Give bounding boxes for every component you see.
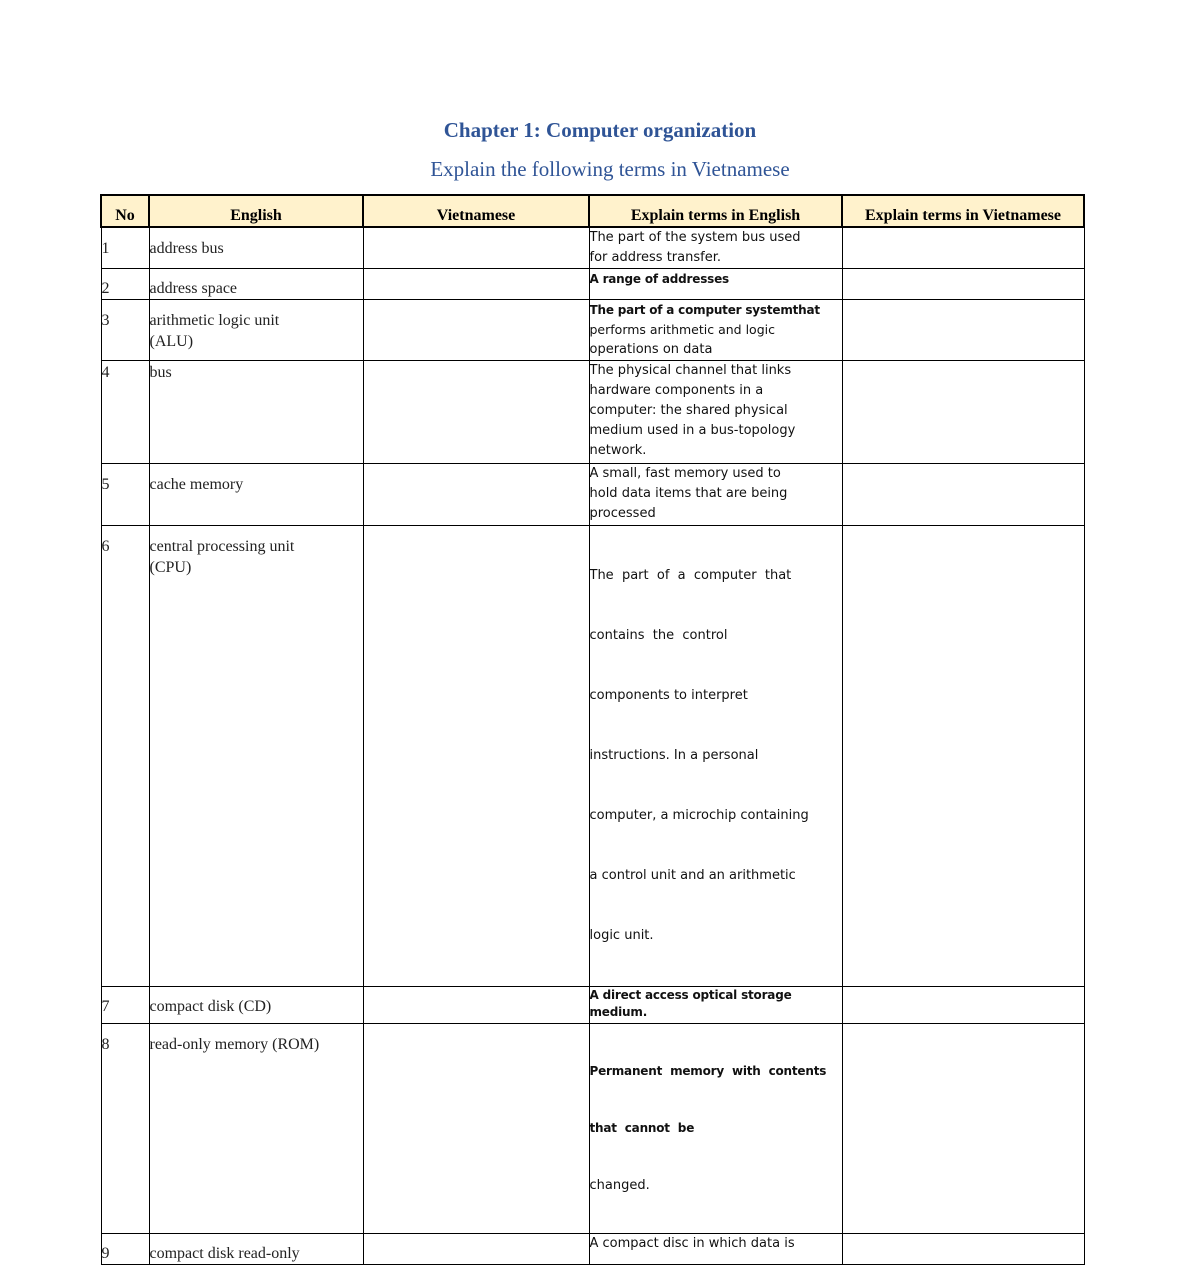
vietnamese-cell[interactable]	[363, 1024, 589, 1234]
explain-line: A direct access optical storage	[589, 988, 792, 1002]
explain-line: A range of addresses	[589, 272, 729, 286]
page-title: Chapter 1: Computer organization	[443, 118, 757, 142]
explain-line: changed.	[589, 1178, 650, 1193]
table-row	[101, 526, 1084, 987]
header-vietnamese: Vietnamese	[363, 195, 589, 227]
row-number: 6	[101, 538, 110, 555]
vietnamese-cell[interactable]	[363, 1234, 589, 1265]
explain-line: computer, a microchip containing	[589, 808, 809, 823]
row-number: 8	[101, 1036, 110, 1053]
english-term: arithmetic logic unit (ALU)	[149, 312, 280, 350]
explain-vietnamese-cell[interactable]	[842, 987, 1084, 1024]
header-explain-vi: Explain terms in Vietnamese	[842, 195, 1084, 227]
explain-line: medium used in a bus-topology	[589, 423, 796, 438]
row-number: 4	[101, 364, 110, 381]
english-term: compact disk (CD)	[149, 998, 272, 1015]
english-term: bus	[149, 364, 172, 381]
explain-line: contains the control	[589, 628, 728, 643]
explain-line: computer: the shared physical	[589, 403, 788, 418]
explain-line: The physical channel that links	[589, 363, 792, 378]
explain-line: logic unit.	[589, 928, 654, 943]
header-english: English	[149, 195, 363, 227]
explain-line: operations on data	[589, 342, 713, 357]
page-subtitle: Explain the following terms in Vietnamese	[430, 157, 790, 181]
vietnamese-cell[interactable]	[363, 227, 589, 269]
vietnamese-cell[interactable]	[363, 526, 589, 987]
explain-vietnamese-cell[interactable]	[842, 227, 1084, 269]
english-term: read-only memory (ROM)	[149, 1036, 320, 1053]
table-row	[101, 227, 1084, 269]
table-row	[101, 1024, 1084, 1234]
explain-line: The part of the system bus used	[589, 230, 801, 245]
vietnamese-cell[interactable]	[363, 361, 589, 464]
header-no: No	[101, 195, 149, 227]
explain-line: Permanent memory with contents	[589, 1064, 827, 1078]
explain-line: performs arithmetic and logic	[589, 322, 775, 337]
row-number: 7	[101, 998, 110, 1015]
table-row	[101, 361, 1084, 464]
header-explain-en: Explain terms in English	[589, 195, 842, 227]
explain-line: network.	[589, 443, 647, 458]
english-term: compact disk read-only	[149, 1245, 300, 1262]
explain-line: The part of a computer systemthat	[589, 303, 820, 317]
table-row	[101, 300, 1084, 361]
explain-line: medium.	[589, 1005, 648, 1019]
vietnamese-cell[interactable]	[363, 464, 589, 526]
explain-line: for address transfer.	[589, 250, 721, 265]
table-header-row	[101, 195, 1084, 227]
explain-line: A compact disc in which data is	[589, 1236, 795, 1251]
explain-line: processed	[589, 506, 656, 521]
english-term: cache memory	[149, 476, 244, 493]
explain-line: hardware components in a	[589, 383, 764, 398]
explain-vietnamese-cell[interactable]	[842, 1024, 1084, 1234]
explain-line: components to interpret	[589, 688, 748, 703]
table-row	[101, 1234, 1084, 1265]
terms-table	[100, 194, 1085, 1265]
english-term: address bus	[149, 240, 224, 257]
row-number: 3	[101, 312, 110, 329]
explain-vietnamese-cell[interactable]	[842, 1234, 1084, 1265]
row-number: 9	[101, 1245, 110, 1262]
table-row	[101, 987, 1084, 1024]
explain-line: that cannot be	[589, 1121, 695, 1135]
explain-vietnamese-cell[interactable]	[842, 300, 1084, 361]
explain-vietnamese-cell[interactable]	[842, 269, 1084, 300]
english-term: central processing unit (CPU)	[149, 538, 295, 576]
row-number: 1	[101, 240, 110, 257]
explain-line: instructions. In a personal	[589, 748, 759, 763]
row-number: 5	[101, 476, 110, 493]
explain-line: A small, fast memory used to	[589, 466, 781, 481]
explain-line: The part of a computer that	[589, 568, 792, 583]
explain-line: a control unit and an arithmetic	[589, 868, 796, 883]
vietnamese-cell[interactable]	[363, 300, 589, 361]
explain-vietnamese-cell[interactable]	[842, 361, 1084, 464]
vietnamese-cell[interactable]	[363, 987, 589, 1024]
explain-vietnamese-cell[interactable]	[842, 526, 1084, 987]
explain-line: hold data items that are being	[589, 486, 788, 501]
row-number: 2	[101, 280, 110, 297]
table-row	[101, 269, 1084, 300]
table-row	[101, 464, 1084, 526]
vietnamese-cell[interactable]	[363, 269, 589, 300]
explain-vietnamese-cell[interactable]	[842, 464, 1084, 526]
english-term: address space	[149, 280, 238, 297]
